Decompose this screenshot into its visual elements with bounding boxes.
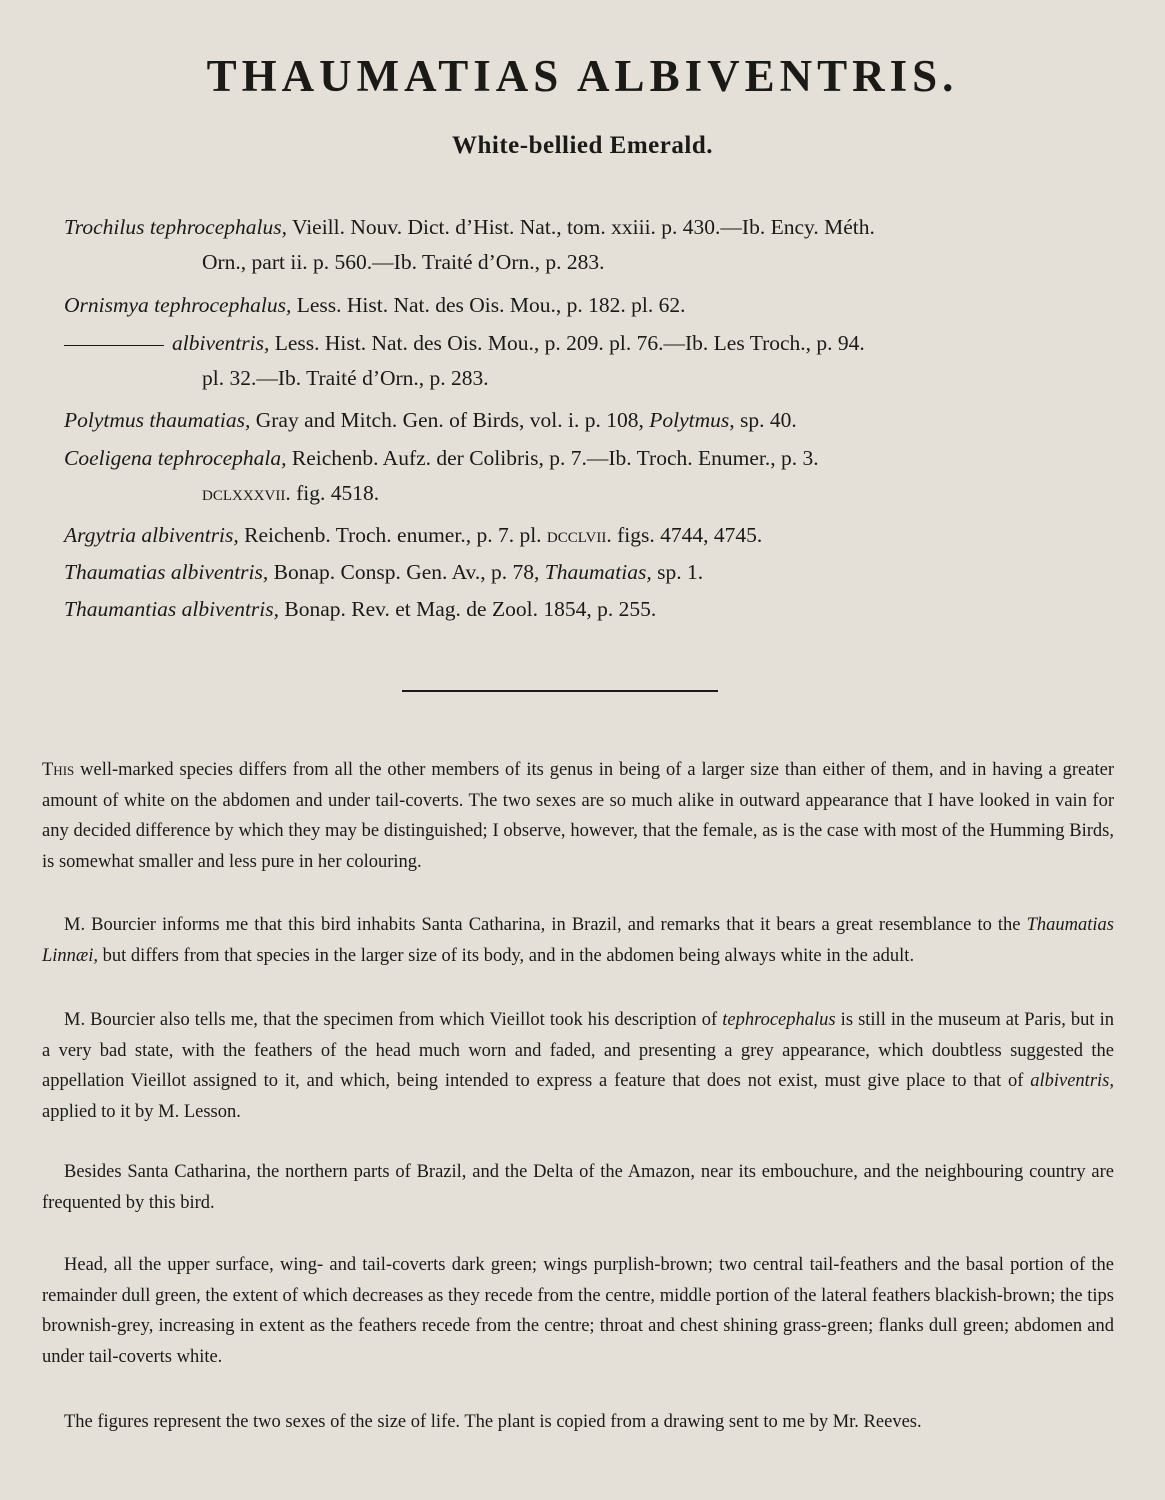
synonym-name: Thaumantias albiventris, — [64, 597, 280, 621]
species-name: tephrocephalus — [722, 1010, 836, 1030]
body-paragraph: M. Bourcier informs me that this bird inhabits Santa Catharina, in Brazil, and remarks that it bears a great resemblance to the Thaumatias Linnæi, but differs from that species in the larger size of its body, and in the abdomen being always white in the adult. — [42, 915, 1114, 966]
body-paragraph: Besides Santa Catharina, the northern parts of Brazil, and the Delta of the Amazon, near its embouchure, and the neighbouring country are frequented by this bird. — [42, 1162, 1114, 1213]
synonym-name: Ornismya tephrocephalus, — [64, 293, 292, 317]
synonym-plate-number: dcclvii. — [546, 523, 612, 547]
synonym-continuation: fig. 4518. — [290, 481, 380, 505]
body-paragraph: This well-marked species differs from all the other members of its genus in being of a larger size than either of them, and in having a greater amount of white on the abdomen and under tail-coverts. The two sexes are so much alike in outward appearance that I have looked in vain for any decided difference by which they may be distinguished; I observe, however, that the female, as is the case with most of the Humming Birds, is somewhat smaller and less pure in her colouring. — [42, 760, 1114, 872]
body-paragraph: M. Bourcier also tells me, that the specimen from which Vieillot took his description of tephrocephalus is still in the museum at Paris, but in a very bad state, with the feathers of the head much worn and faded, and presenting a grey appearance, which doubtless suggested the appellation Vieillot assigned to it, and which, being intended to express a feature that does not exist, must give place to that of albiventris, applied to it by M. Lesson. — [42, 1010, 1114, 1122]
synonym-name: Coeligena tephrocephala, — [64, 446, 287, 470]
synonym-ref: Reichenb. Aufz. der Colibris, p. 7.—Ib. Troch. Enumer., p. 3. — [286, 446, 819, 470]
synonym-ref: Bonap. Rev. et Mag. de Zool. 1854, p. 255. — [279, 597, 657, 621]
synonym-ref: Less. Hist. Nat. des Ois. Mou., p. 209. pl. 76.—Ib. Les Troch., p. 94. — [269, 331, 865, 355]
synonym-ref: Gray and Mitch. Gen. of Birds, vol. i. p. 108, — [250, 408, 650, 432]
synonym-entry — [64, 592, 1124, 627]
synonym-entry — [64, 210, 1124, 280]
synonym-entry — [64, 518, 1124, 553]
synonym-ref-end: sp. 1. — [651, 560, 704, 584]
synonym-name: Argytria albiventris, — [64, 523, 239, 547]
synonym-ref-italic: Polytmus, — [649, 408, 735, 432]
synonym-name: Polytmus thaumatias, — [64, 408, 251, 432]
synonym-name: Thaumatias albiventris, — [64, 560, 269, 584]
paragraph-lead: This — [42, 760, 75, 780]
synonym-entry — [64, 288, 1124, 323]
description-paragraph: Head, all the upper surface, wing- and tail-coverts dark green; wings purplish-brown; two central tail-feathers and the basal portion of the remainder dull green, the extent of which decreases as they recede from the centre, middle portion of the lateral feathers blackish-brown; the tips brownish-grey, increasing in extent as the feathers recede from the centre; throat and chest shining grass-green; flanks dull green; abdomen and under tail-coverts white. — [42, 1255, 1114, 1367]
synonym-name: Trochilus tephrocephalus, — [64, 215, 287, 239]
synonym-entry — [64, 403, 1124, 438]
page-title: THAUMATIAS ALBIVENTRIS. — [206, 51, 959, 101]
synonym-ref-end: sp. 40. — [734, 408, 797, 432]
synonym-ref: Vieill. Nouv. Dict. d’Hist. Nat., tom. xxiii. p. 430.—Ib. Ency. Méth. — [286, 215, 875, 239]
synonym-ref: Less. Hist. Nat. des Ois. Mou., p. 182. pl. 62. — [291, 293, 686, 317]
synonym-entry — [64, 555, 1124, 590]
synonym-plate-number: dclxxxvii. — [202, 481, 291, 505]
synonym-entry — [64, 326, 1124, 396]
synonym-ref-italic: Thaumatias, — [544, 560, 652, 584]
synonym-continuation: Orn., part ii. p. 560.—Ib. Traité d’Orn., p. 283. — [202, 250, 605, 274]
ditto-dash — [64, 345, 164, 346]
synonym-name: albiventris, — [172, 331, 270, 355]
synonym-ref: Bonap. Consp. Gen. Av., p. 78, — [268, 560, 545, 584]
species-name: Thaumatias Linnæi, — [42, 915, 1114, 966]
synonym-continuation: pl. 32.—Ib. Traité d’Orn., p. 283. — [202, 366, 489, 390]
synonym-ref: Reichenb. Troch. enumer., p. 7. pl. — [238, 523, 547, 547]
section-divider — [402, 690, 718, 692]
page-subtitle: White-bellied Emerald. — [452, 132, 713, 159]
description-paragraph: The figures represent the two sexes of the size of life. The plant is copied from a drawing sent to me by Mr. Reeves. — [64, 1412, 922, 1432]
species-name: albiventris, — [1030, 1071, 1114, 1091]
synonym-entry — [64, 441, 1124, 511]
synonym-ref-end: figs. 4744, 4745. — [611, 523, 763, 547]
